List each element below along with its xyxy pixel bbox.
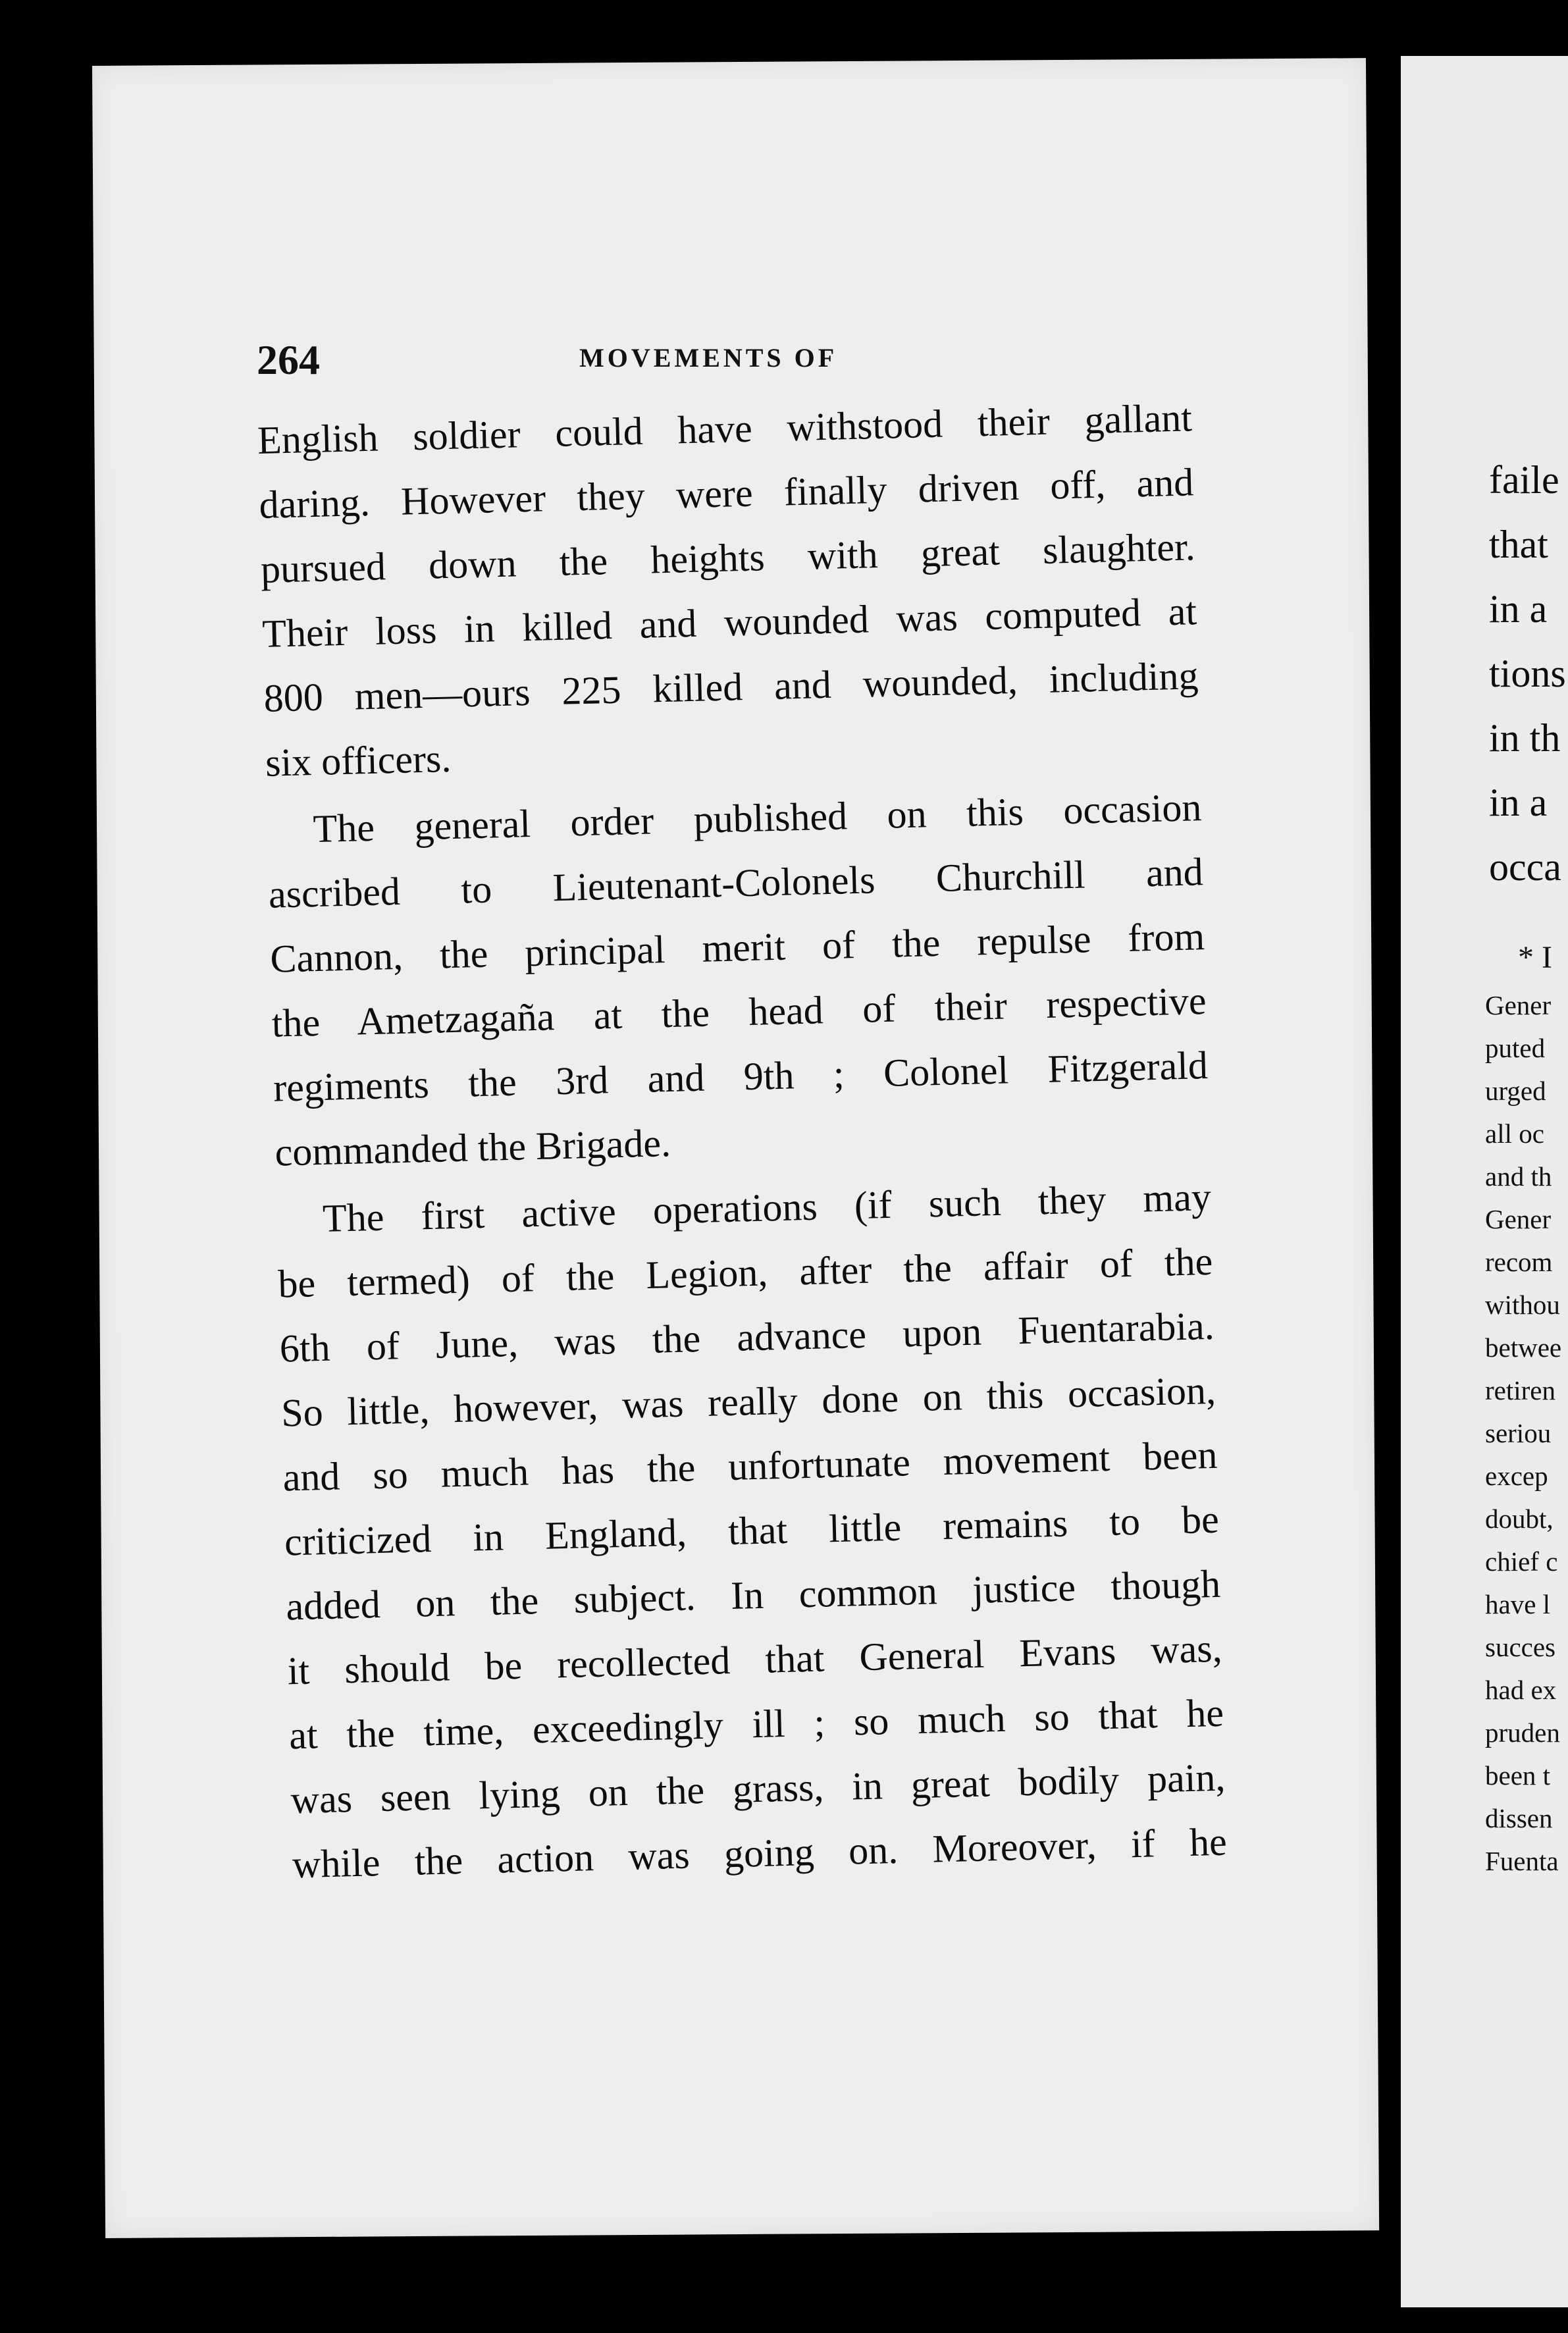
text-line: and so much has the unfortunate movement been	[282, 1432, 1218, 1500]
text-line: 800 men—ours 225 killed and wounded, including	[263, 654, 1199, 720]
text-line: be termed) of the Legion, after the affair of the	[277, 1239, 1213, 1306]
right-text-line: tions	[1489, 652, 1566, 695]
text-line: ascribed to Lieutenant-Colonels Churchill and	[268, 850, 1204, 916]
text-line: while the action was going on. Moreover, if he	[292, 1820, 1228, 1887]
paragraph	[257, 385, 1201, 795]
footnote-line: have l	[1485, 1589, 1551, 1619]
text-line: 6th of June, was the advance upon Fuentarabia.	[279, 1303, 1215, 1371]
footnote-line: and th	[1485, 1161, 1552, 1192]
text-line: it should be recollected that General Evans was,	[287, 1626, 1223, 1693]
footnote-line: dissen	[1485, 1803, 1553, 1833]
body-text	[257, 385, 1228, 1899]
paragraph	[276, 1165, 1228, 1897]
footnote-line: seriou	[1485, 1418, 1552, 1448]
footnote-line: Fuenta	[1485, 1846, 1559, 1876]
footnote-line: retiren	[1485, 1375, 1555, 1405]
text-line: The general order published on this occasion	[312, 785, 1203, 851]
text-line: the Ametzagaña at the head of their respective	[271, 979, 1207, 1045]
right-text-line: occa	[1489, 845, 1561, 889]
footnote-line: recom	[1485, 1247, 1553, 1277]
text-line: English soldier could have withstood their gallant	[257, 396, 1193, 462]
text-line: The first active operations (if such they may	[322, 1174, 1212, 1240]
footnote-line: pruden	[1485, 1717, 1560, 1748]
running-head: MOVEMENTS OF	[579, 343, 838, 373]
footnote-line: all oc	[1485, 1118, 1544, 1149]
footnote-line: excep	[1485, 1461, 1548, 1491]
footnote-line: succes	[1485, 1632, 1556, 1662]
footnote-line: Gener	[1485, 1204, 1552, 1234]
text-line: Cannon, the principal merit of the repulse from	[269, 914, 1205, 981]
footnote-line: withou	[1485, 1290, 1560, 1320]
footnote-line: urged	[1485, 1076, 1546, 1106]
text-line: added on the subject. In common justice though	[285, 1561, 1221, 1629]
footnote-line: chief c	[1485, 1546, 1558, 1577]
right-text-line: in th	[1489, 716, 1561, 760]
right-text-line: faile	[1489, 458, 1559, 502]
footnote-line: had ex	[1485, 1675, 1557, 1705]
footnote-line: been t	[1485, 1760, 1551, 1791]
text-line: regiments the 3rd and 9th ; Colonel Fitzgerald	[273, 1043, 1209, 1110]
text-line: criticized in England, that little remains to be	[284, 1497, 1220, 1564]
text-line: daring. However they were finally driven off, and	[258, 460, 1194, 527]
text-line: at the time, exceedingly ill ; so much so that he	[288, 1691, 1224, 1758]
text-line: So little, however, was really done on this occasion,	[280, 1368, 1216, 1435]
right-text-line: in a	[1489, 587, 1548, 631]
footnote-line: puted	[1485, 1033, 1546, 1063]
text-line: commanded the Brigade.	[274, 1120, 671, 1174]
footnote-line: Gener	[1485, 990, 1552, 1020]
footnote-line: * I	[1518, 940, 1552, 975]
right-page-footnote	[1485, 931, 1568, 1883]
right-text-line: in a	[1489, 781, 1548, 824]
text-line: six officers.	[265, 736, 452, 785]
text-line: pursued down the heights with great slaughter.	[260, 525, 1196, 591]
paragraph	[266, 775, 1210, 1185]
right-text-line: that	[1489, 523, 1548, 566]
page-number: 264	[257, 336, 320, 383]
footnote-line: betwee	[1485, 1332, 1562, 1363]
text-line: was seen lying on the grass, in great bodily pain,	[290, 1755, 1226, 1822]
right-page-text	[1489, 448, 1568, 899]
text-line: Their loss in killed and wounded was computed at	[261, 589, 1197, 656]
footnote-line: doubt,	[1485, 1504, 1554, 1534]
